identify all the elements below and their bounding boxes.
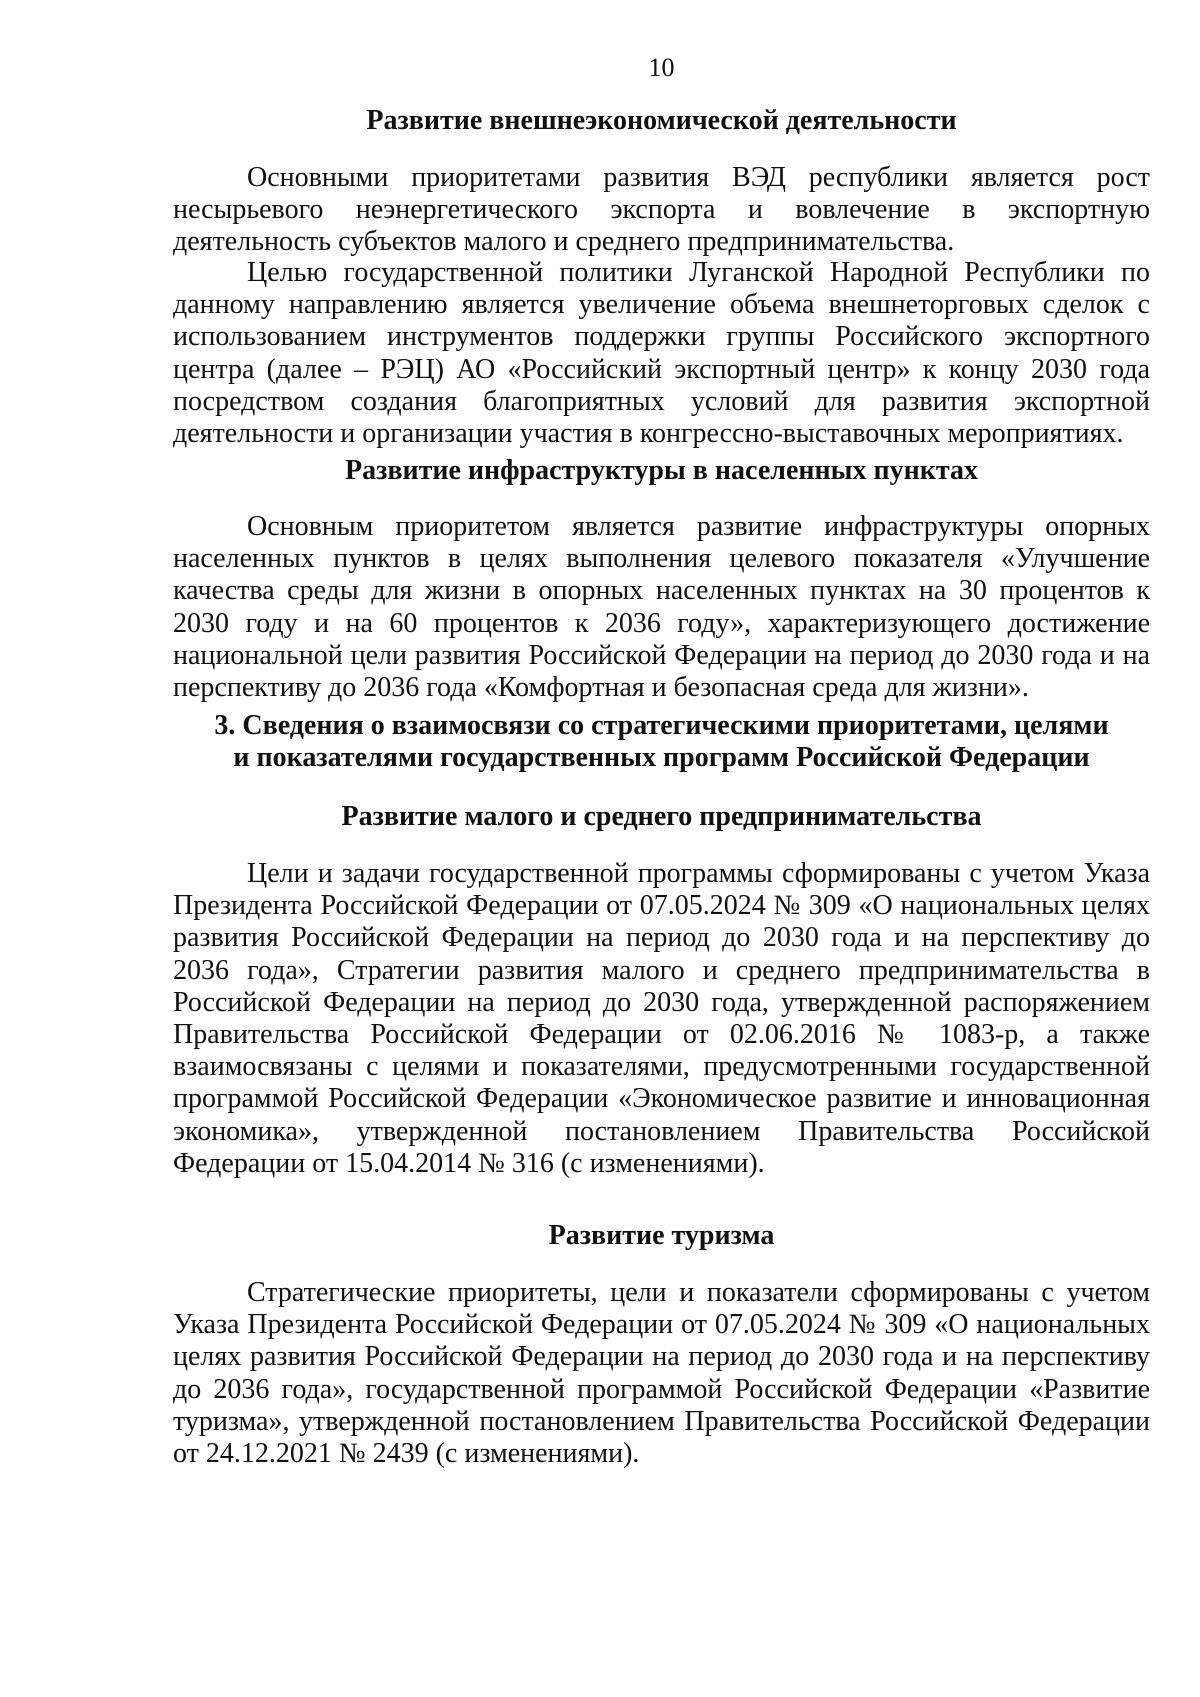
chapter-heading-line-1: 3. Сведения о взаимосвязи со стратегическими приоритетами, целями	[214, 710, 1109, 741]
chapter-heading-line-2: и показателями государственных программ Российской Федерации	[233, 742, 1090, 773]
section-heading-tourism: Развитие туризма	[548, 1220, 775, 1251]
section-heading-small-business: Развитие малого и среднего предпринимательства	[341, 801, 982, 832]
paragraph-small-business-goals: Цели и задачи государственной программы сформированы с учетом Указа Президента Российской Федерации от 07.05.2024 № 309 «О национальных целях развития Российской Федерации на период до 2030 года и на перспективу до 2036 года», Стратегии развития малого и среднего предпринимательства в Российской Федерации на период до 2030 года, утвержденной распоряжением Правительства Российской Федерации от 02.06.2016 № 1083-р, а также взаимосвязаны с целями и показателями, предусмотренными государственной программой Российской Федерации «Экономическое развитие и инновационная экономика», утвержденной постановлением Правительства Российской Федерации от 15.04.2014 № 316 (с изменениями).	[173, 858, 1150, 1179]
paragraph-foreign-trade-priorities: Основными приоритетами развития ВЭД республики является рост несырьевого неэнергетического экспорта и вовлечение в экспортную деятельность субъектов малого и среднего предпринимательства.	[173, 162, 1150, 258]
paragraph-infrastructure-priority: Основным приоритетом является развитие инфраструктуры опорных населенных пунктов в целях выполнения целевого показателя «Улучшение качества среды для жизни в опорных населенных пунктах на 30 процентов к 2030 году и на 60 процентов к 2036 году», характеризующего достижение национальной цели развития Российской Федерации на период до 2030 года и на перспективу до 2036 года «Комфортная и безопасная среда для жизни».	[173, 511, 1150, 704]
page-number: 10	[648, 53, 675, 82]
paragraph-tourism-priorities: Стратегические приоритеты, цели и показатели сформированы с учетом Указа Президента Российской Федерации от 07.05.2024 № 309 «О национальных целях развития Российской Федерации на период до 2030 года и на перспективу до 2036 года», государственной программой Российской Федерации «Развитие туризма», утвержденной постановлением Правительства Российской Федерации от 24.12.2021 № 2439 (с изменениями).	[173, 1277, 1150, 1470]
section-heading-foreign-trade: Развитие внешнеэкономической деятельности	[366, 105, 957, 136]
section-heading-infrastructure: Развитие инфраструктуры в населенных пунктах	[344, 455, 979, 486]
paragraph-foreign-trade-goal: Целью государственной политики Луганской Народной Республики по данному направлению является увеличение объема внешнеторговых сделок с использованием инструментов поддержки группы Российского экспортного центра (далее – РЭЦ) АО «Российский экспортный центр» к концу 2030 года посредством создания благоприятных условий для развития экспортной деятельности и организации участия в конгрессно-выставочных мероприятиях.	[173, 257, 1150, 450]
